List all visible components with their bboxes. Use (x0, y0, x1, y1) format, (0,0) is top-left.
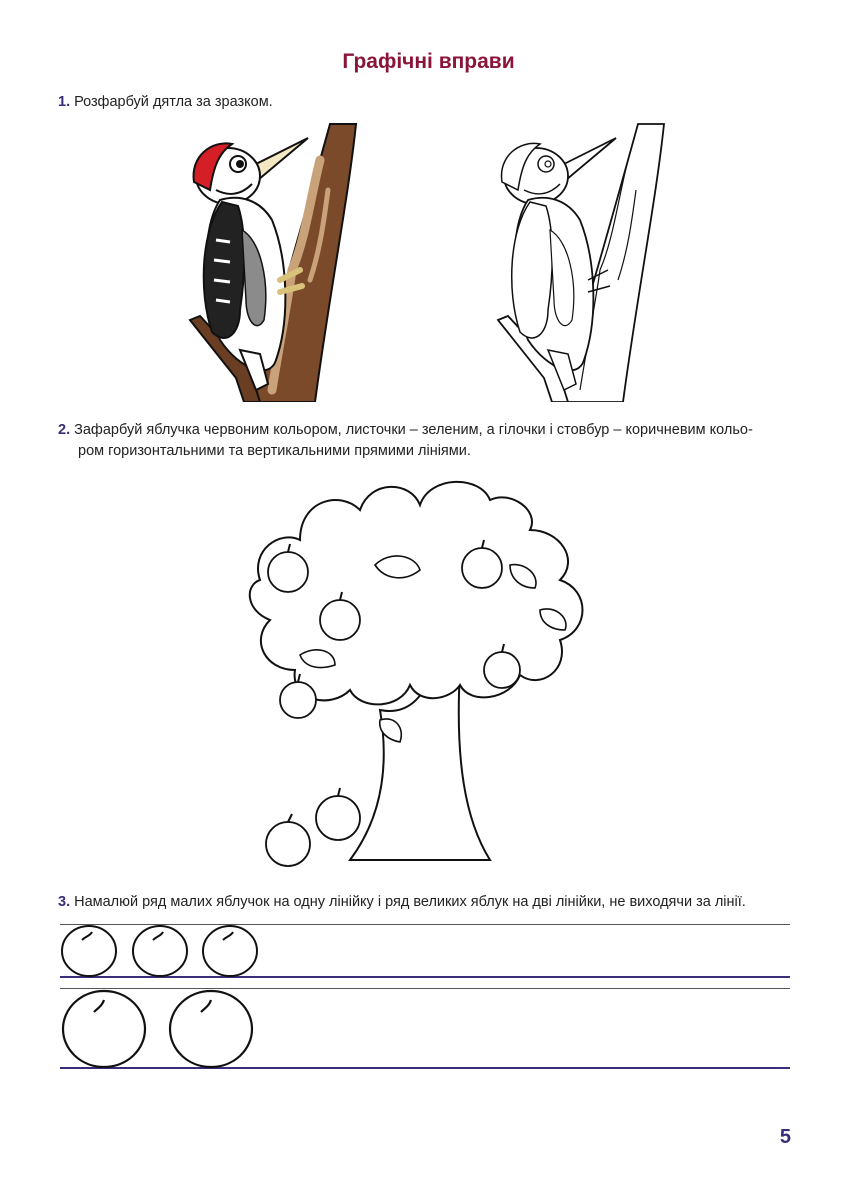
task-number: 2. (58, 422, 71, 438)
page-title: Графічні вправи (342, 50, 515, 73)
task-text: Розфарбуй дятла за зразком. (74, 94, 273, 110)
page-number: 5 (779, 1126, 791, 1148)
small-apple (133, 926, 187, 976)
task-2 (58, 420, 753, 462)
task-text-line-1: Зафарбуй яблучка червоним кольором, листочки – зеленим, а гілочки і стовбур – коричневим кольо- (74, 422, 753, 438)
task-1 (58, 92, 273, 113)
task-number: 1. (58, 94, 71, 110)
small-apple (62, 926, 116, 976)
task-number: 3. (58, 894, 71, 910)
woodpecker-outline-illustration (488, 120, 673, 402)
apple-tree-illustration (240, 470, 610, 875)
task-text-line-2: ром горизонтальними та вертикальними прямими лініями. (78, 443, 471, 459)
task-3 (58, 892, 746, 913)
woodpecker-colored-illustration (180, 120, 365, 402)
task-text: Намалюй ряд малих яблучок на одну лінійку і ряд великих яблук на дві лінійки, не виходячи за лінії. (74, 894, 746, 910)
small-apple (203, 926, 257, 976)
small-apples-row (58, 924, 268, 978)
large-apples-row (58, 988, 258, 1068)
